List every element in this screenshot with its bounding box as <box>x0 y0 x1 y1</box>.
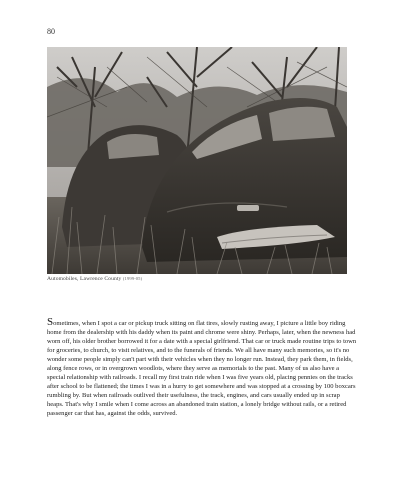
photo-caption <box>47 276 142 282</box>
caption-title: Automobiles, Lawrence County <box>47 276 122 282</box>
body-paragraph <box>47 318 357 418</box>
page-number: 80 <box>47 27 55 36</box>
drop-cap: S <box>47 316 54 328</box>
photo-abandoned-cars <box>47 47 347 274</box>
caption-dates: (1999-05) <box>122 276 143 281</box>
body-text: ometimes, when I spot a car or pickup truck sitting on flat tires, slowly rusting away, I picture a little boy riding home from the dealership with his daddy when its paint and chrome were shiny. Perhaps, later, when the newness had worn off, his older brother borrowed it for a date with a special girlfriend. That car or truck made routine trips to town for groceries, to church, to visit relatives, and to the funerals of friends. We all have many such memories, so it's no wonder some people simply can't part with their vehicles when they no longer run. Instead, they park them, in fields, along fence rows, or in overgrown woodlots, where they serve as memorials to the past. Many of us also have a special relationship with railroads. I recall my first train ride when I was five years old, placing pennies on the tracks after school to be flattened; the times I was in a hurry to get somewhere and was stopped at a crossing by 100 boxcars rumbling by. But when railroads outlived their usefulness, the track, engines, and cars usually ended up in scrap heaps. That's why I smile when I come across an abandoned train station, a lonely bridge without rails, or a retired passenger car that has, against the odds, survived. <box>47 320 357 417</box>
